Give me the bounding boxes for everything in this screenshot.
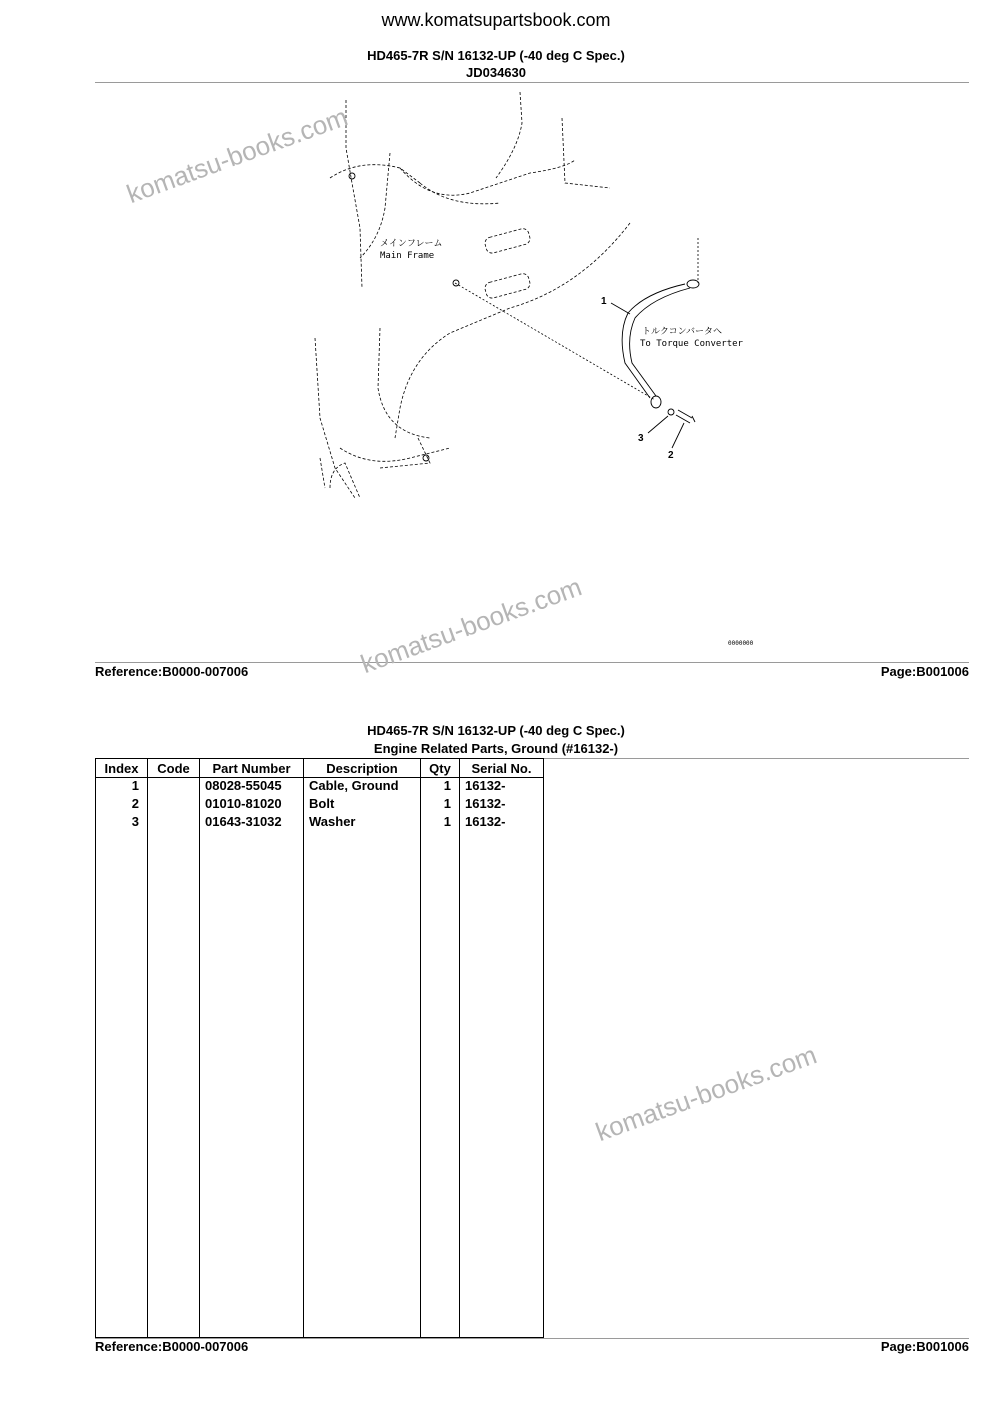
table-row — [96, 778, 544, 797]
page1-subtitle: JD034630 — [466, 65, 526, 80]
filler-cell — [304, 832, 421, 1338]
row-serial: 16132- — [460, 814, 544, 832]
row-part-number: 01643-31032 — [200, 814, 304, 832]
row-code — [148, 778, 200, 797]
row-part-number: 01010-81020 — [200, 796, 304, 814]
figure-code: 0000000 — [728, 640, 754, 647]
row-index: 2 — [96, 796, 148, 814]
torque-converter-en-label: To Torque Converter — [640, 339, 743, 349]
page1-reference: Reference:B0000-007006 — [95, 664, 249, 679]
row-index: 3 — [96, 814, 148, 832]
table-row — [96, 814, 544, 832]
page2-title: HD465-7R S/N 16132-UP (-40 deg C Spec.) — [367, 723, 625, 738]
page2-page-number: Page:B001006 — [880, 1339, 969, 1354]
diagram-svg — [300, 88, 780, 658]
watermark: komatsu-books.com — [356, 571, 586, 680]
row-part-number: 08028-55045 — [200, 778, 304, 797]
header-serial: Serial No. — [460, 759, 544, 778]
header-index: Index — [96, 759, 148, 778]
row-serial: 16132- — [460, 796, 544, 814]
page1-footer-rule — [95, 662, 969, 663]
filler-cell — [200, 832, 304, 1338]
row-qty: 1 — [421, 796, 460, 814]
header-part-number: Part Number — [200, 759, 304, 778]
table-filler-row — [96, 832, 544, 1338]
row-description: Cable, Ground — [304, 778, 421, 797]
page2-subtitle: Engine Related Parts, Ground (#16132-) — [373, 741, 619, 756]
parts-table — [95, 758, 544, 1338]
main-frame-en-label: Main Frame — [380, 251, 435, 261]
callout-3: 3 — [638, 433, 644, 444]
watermark: komatsu-books.com — [591, 1039, 821, 1148]
parts-diagram — [300, 88, 780, 658]
site-url: www.komatsupartsbook.com — [381, 10, 611, 30]
callout-1: 1 — [601, 296, 607, 307]
page1-page-number: Page:B001006 — [880, 664, 969, 679]
table-header-rule — [543, 758, 969, 759]
torque-converter-jp-label: トルクコンバータへ — [642, 327, 723, 337]
table-header-row — [96, 759, 544, 778]
filler-cell — [460, 832, 544, 1338]
row-description: Washer — [304, 814, 421, 832]
filler-cell — [96, 832, 148, 1338]
row-code — [148, 814, 200, 832]
header-qty: Qty — [421, 759, 460, 778]
row-description: Bolt — [304, 796, 421, 814]
header-description: Description — [304, 759, 421, 778]
row-serial: 16132- — [460, 778, 544, 797]
row-qty: 1 — [421, 778, 460, 797]
filler-cell — [148, 832, 200, 1338]
table-row — [96, 796, 544, 814]
callout-2: 2 — [668, 450, 674, 461]
page2-reference: Reference:B0000-007006 — [95, 1339, 249, 1354]
row-index: 1 — [96, 778, 148, 797]
row-qty: 1 — [421, 814, 460, 832]
header-code: Code — [148, 759, 200, 778]
header-rule — [95, 82, 969, 83]
page1-title: HD465-7R S/N 16132-UP (-40 deg C Spec.) — [367, 48, 625, 63]
watermark: komatsu-books.com — [122, 101, 352, 210]
filler-cell — [421, 832, 460, 1338]
main-frame-jp-label: メインフレーム — [380, 239, 443, 249]
row-code — [148, 796, 200, 814]
